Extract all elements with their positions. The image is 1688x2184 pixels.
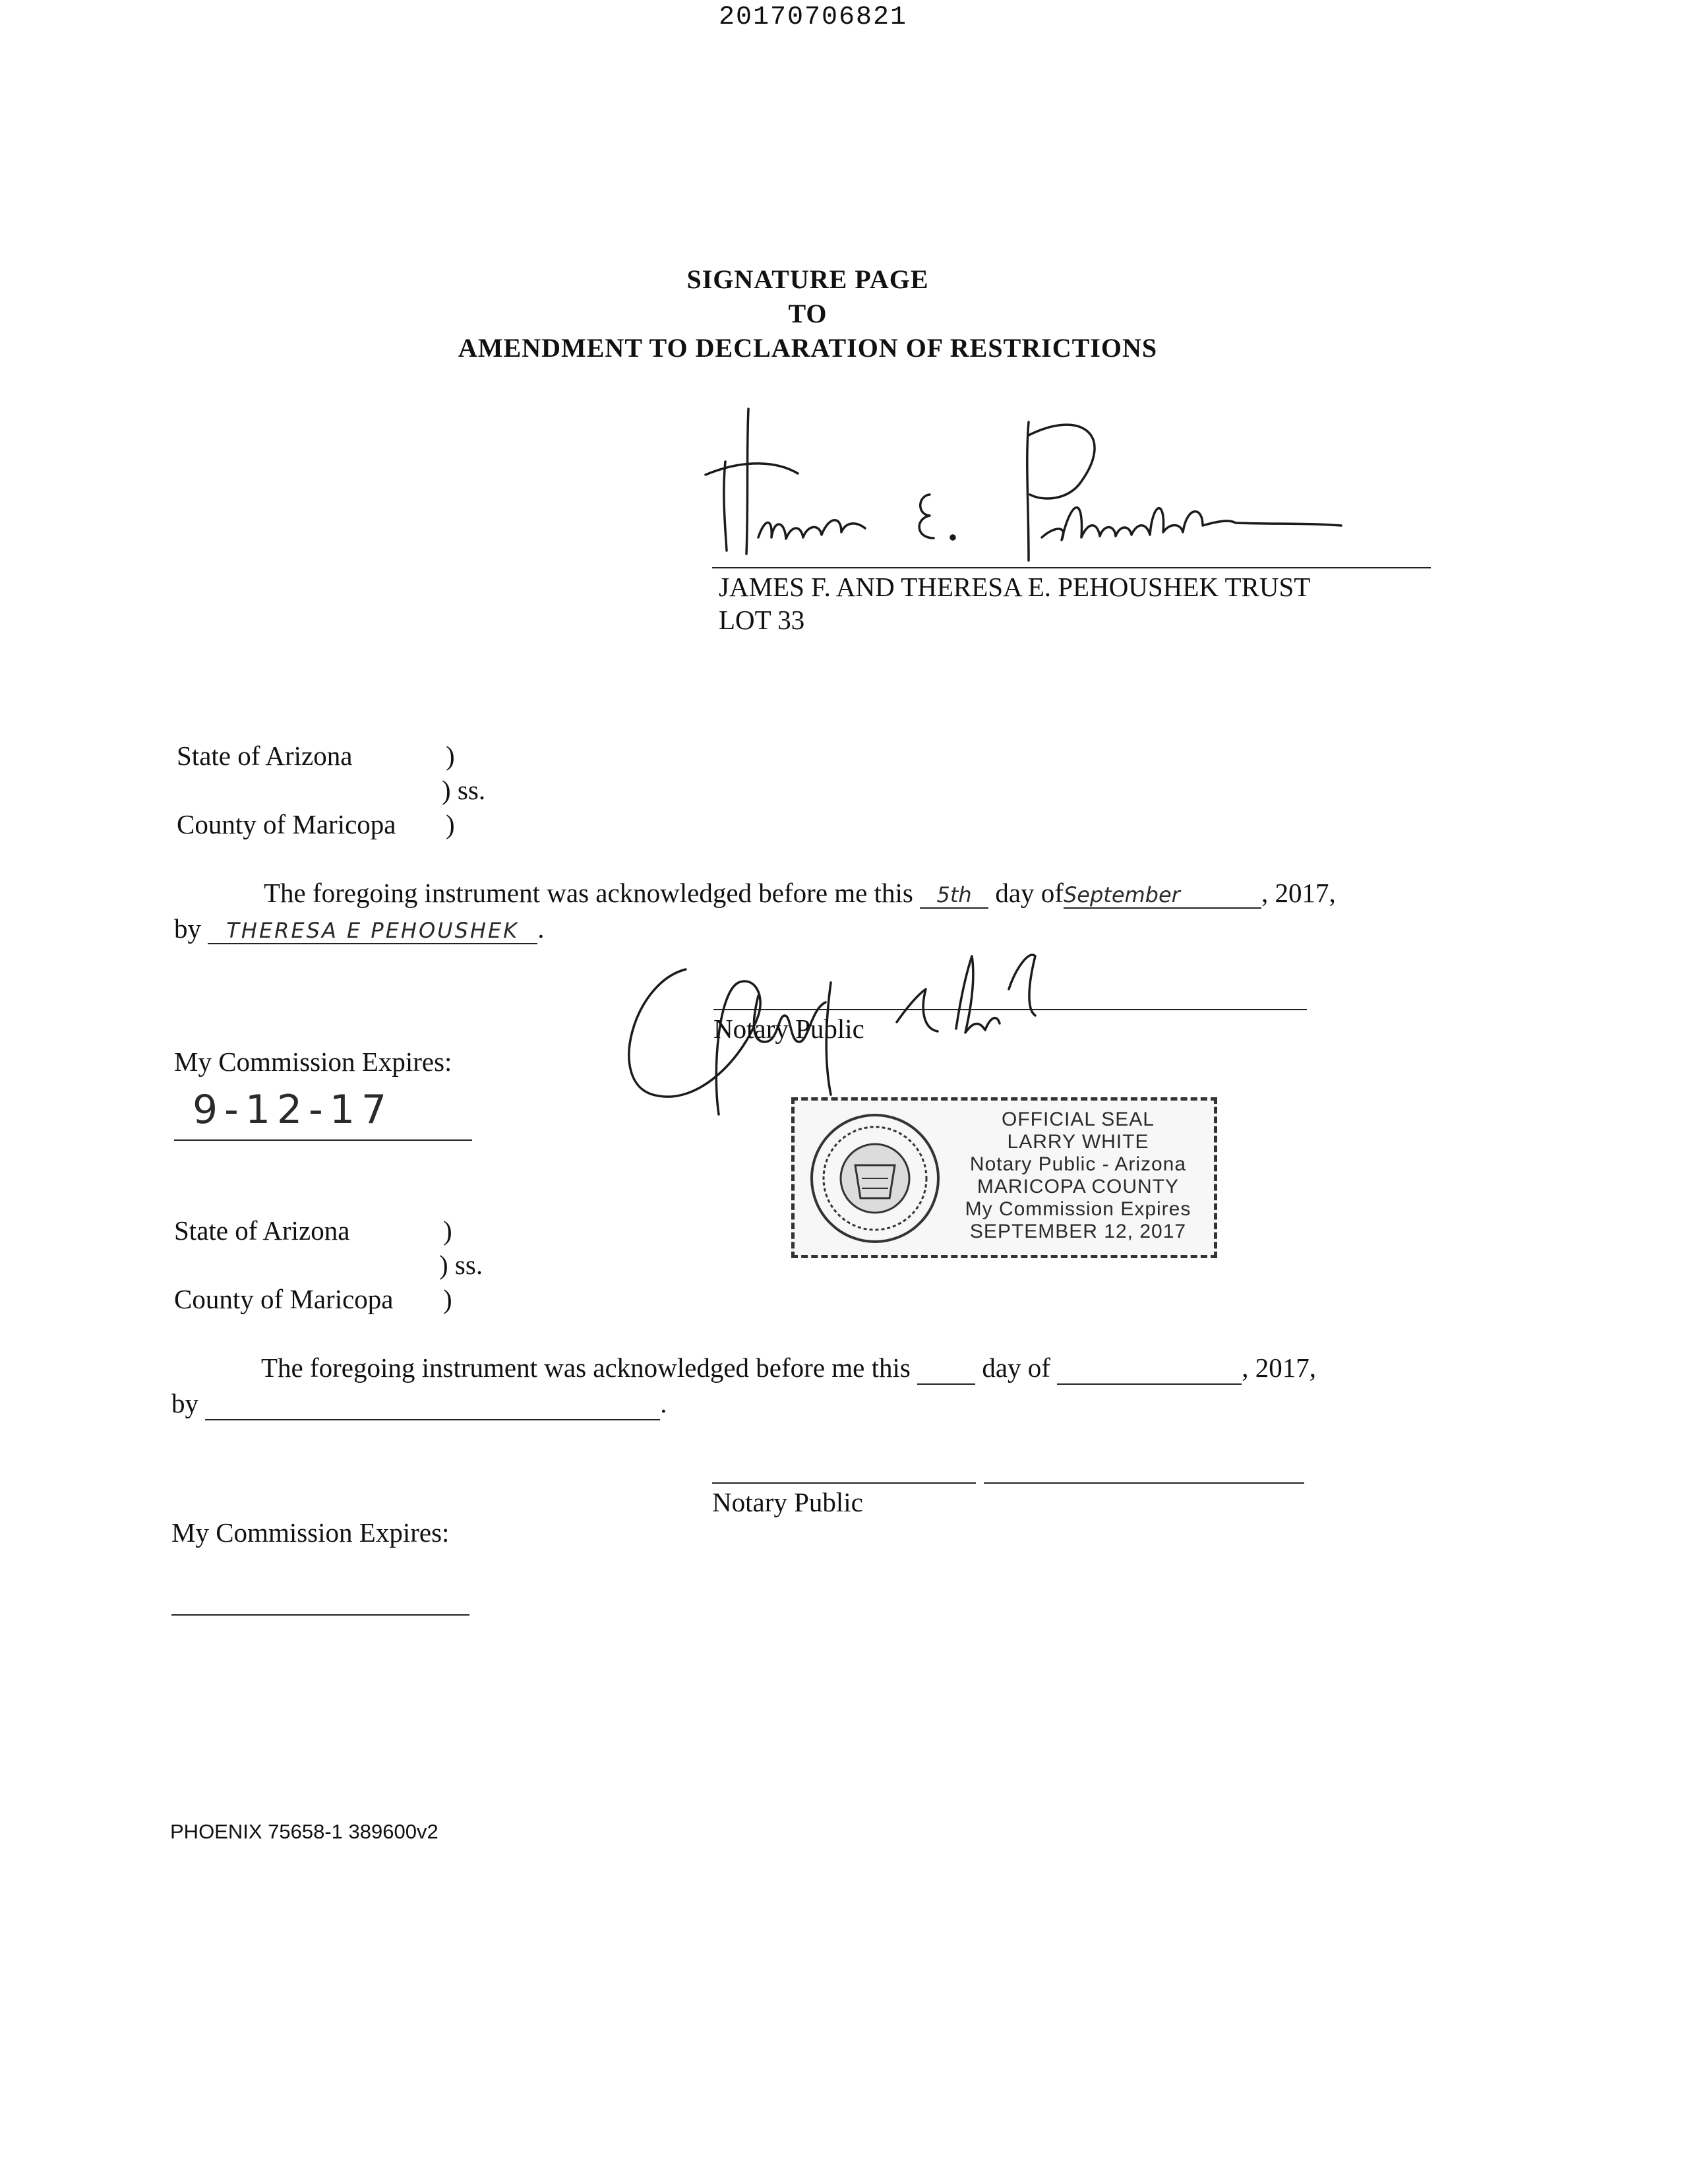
notary-signature-line-2a xyxy=(712,1482,976,1484)
ack2-year: , 2017, xyxy=(1242,1352,1316,1383)
footer-doc-id: PHOENIX 75658-1 389600v2 xyxy=(170,1820,438,1843)
ack1-sentence xyxy=(264,877,1336,909)
ack1-text-start: The foregoing instrument was acknowledged before me this xyxy=(264,878,913,908)
ack2-month-blank xyxy=(1057,1352,1242,1385)
venue1-ss: ) ss. xyxy=(442,775,486,805)
ack2-by-end: . xyxy=(660,1388,667,1418)
expires-line-2 xyxy=(171,1614,469,1616)
title-line-1: SIGNATURE PAGE xyxy=(686,264,929,294)
seal-line-3: Notary Public - Arizona xyxy=(969,1153,1187,1175)
venue1-paren2: ) xyxy=(446,809,455,839)
ack1-by-end: . xyxy=(537,913,545,944)
ack1-by-value: THERESA E PEHOUSHEK xyxy=(208,918,537,944)
venue2-paren1: ) xyxy=(443,1215,452,1246)
notary-seal xyxy=(791,1097,1217,1258)
ack1-expires-label: My Commission Expires: xyxy=(174,1046,452,1077)
seal-line-2: LARRY WHITE xyxy=(1007,1131,1149,1153)
ack1-by-line xyxy=(174,913,545,944)
signatory-lot: LOT 33 xyxy=(719,605,805,635)
ack2-notary-label: Notary Public xyxy=(712,1487,863,1517)
expires-line-1 xyxy=(174,1139,472,1141)
seal-line-6: SEPTEMBER 12, 2017 xyxy=(969,1221,1187,1242)
venue1-state: State of Arizona xyxy=(177,741,353,771)
ack2-text-start: The foregoing instrument was acknowledged before me this xyxy=(261,1352,911,1383)
venue1-paren1: ) xyxy=(446,741,455,771)
venue2-paren2: ) xyxy=(443,1284,452,1314)
ack1-notary-label: Notary Public xyxy=(713,1014,864,1044)
signatory-signature-line xyxy=(712,567,1431,568)
signatory-name: JAMES F. AND THERESA E. PEHOUSHEK TRUST xyxy=(719,572,1311,602)
ack2-by-line xyxy=(171,1387,667,1420)
ack1-expires-value: 9-12-17 xyxy=(193,1087,394,1133)
seal-emblem-icon xyxy=(809,1112,941,1244)
venue2-ss: ) ss. xyxy=(439,1250,483,1280)
seal-line-5: My Commission Expires xyxy=(965,1198,1191,1220)
document-number: 20170706821 xyxy=(719,3,908,32)
ack2-day-blank xyxy=(917,1352,975,1385)
seal-line-4: MARICOPA COUNTY xyxy=(977,1176,1180,1198)
ack1-day-value: 5th xyxy=(920,882,988,909)
title-line-3: AMENDMENT TO DECLARATION OF RESTRICTIONS xyxy=(458,333,1158,363)
ack2-sentence xyxy=(261,1352,1316,1385)
ack2-expires-label: My Commission Expires: xyxy=(171,1517,450,1548)
ack2-day-of: day of xyxy=(982,1352,1050,1383)
title-line-2: TO xyxy=(788,299,828,328)
notary-signature-line-1 xyxy=(713,1009,1307,1010)
ack1-month-value: September xyxy=(1064,882,1261,909)
venue2-county: County of Maricopa xyxy=(174,1284,394,1314)
venue2-state: State of Arizona xyxy=(174,1215,350,1246)
ack1-year: , 2017, xyxy=(1261,878,1336,908)
notary-signature-line-2b xyxy=(984,1482,1304,1484)
ack1-day-of: day of xyxy=(995,878,1064,908)
venue1-county: County of Maricopa xyxy=(177,809,396,839)
signatory-signature xyxy=(686,396,1437,567)
seal-line-1: OFFICIAL SEAL xyxy=(1002,1108,1155,1130)
ack2-by-blank xyxy=(205,1387,660,1420)
ack2-by-label: by xyxy=(171,1388,198,1418)
ack1-by-label: by xyxy=(174,913,201,944)
